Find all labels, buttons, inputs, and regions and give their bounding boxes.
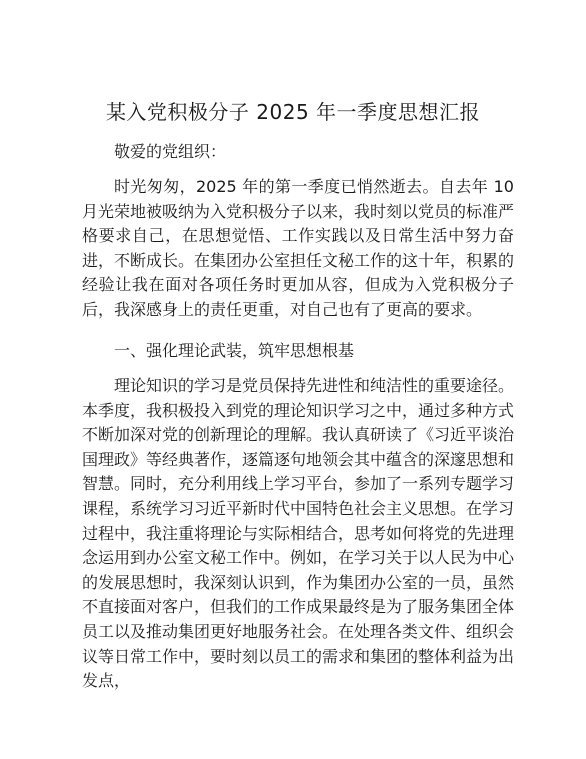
body-paragraph: 时光匆匆，2025 年的第一季度已悄然逝去。自去年 10 月光荣地被吸纳为入党积极分子以来，我时刻以党员的标准严格要求自己，在思想觉悟、工作实践以及日常生活中努力奋进，不断成长。在集团办公室担任文秘工作的这十年，积累的经验让我在面对各项任务时更加从容，但成为入党积极分子后，我深感身上的责任更重，对自己也有了更高的要求。 — [82, 177, 515, 319]
section-heading: 一、强化理论武装，筑牢思想根基 — [114, 341, 355, 360]
salutation: 敬爱的党组织： — [114, 142, 227, 161]
section-paragraph: 理论知识的学习是党员保持先进性和纯洁性的重要途径。本季度，我积极投入到党的理论知识学习之中，通过多种方式不断加深对党的创新理论的理解。我认真研读了《习近平谈治国理政》等经典著作，逐篇逐句地领会其中蕴含的深邃思想和智慧。同时，充分利用线上学习平台，参加了一系列专题学习课程，系统学习习近平新时代中国特色社会主义思想。在学习过程中，我注重将理论与实际相结合，思考如何将党的先进理念运用到办公室文秘工作中。例如，在学习关于以人民为中心的发展思想时，我深刻认识到，作为集团办公室的一员，虽然不直接面对客户，但我们的工作成果最终是为了服务集团全体员工以及推动集团更好地服务社会。在处理各类文件、组织会议等日常工作中，要时刻以员工的需求和集团的整体利益为出发点， — [82, 376, 515, 691]
document-title: 某入党积极分子 2025 年一季度思想汇报 — [105, 100, 481, 124]
